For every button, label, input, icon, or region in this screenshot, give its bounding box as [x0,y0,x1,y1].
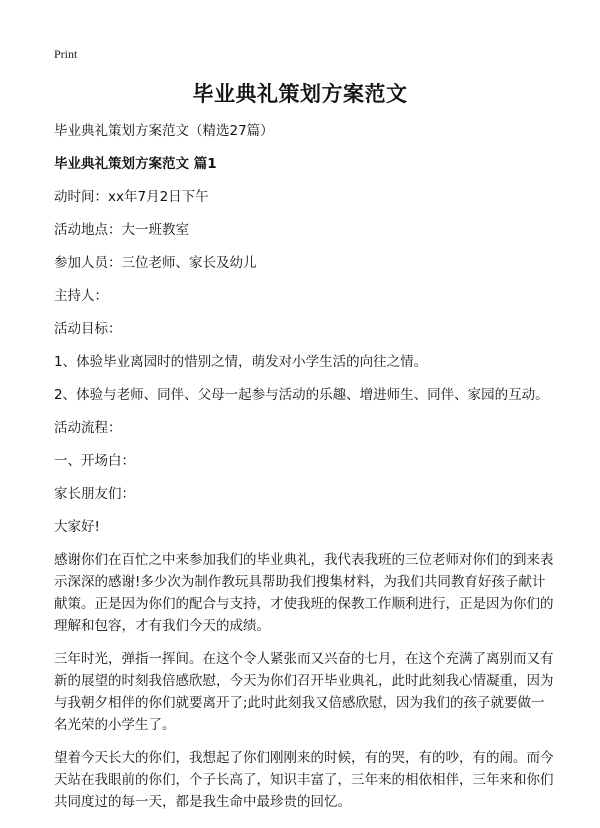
paragraph-activity-time: 动时间：xx年7月2日下午 [54,189,209,205]
document-subtitle: 毕业典礼策划方案范文（精选27篇） [54,123,274,139]
paragraph-process-heading: 活动流程： [54,420,122,436]
document-body [54,120,554,824]
page-title: 毕业典礼策划方案范文 [192,82,408,106]
paragraph-greeting-parents: 家长朋友们： [54,486,135,502]
print-label: Print [54,47,78,61]
section-heading: 毕业典礼策划方案范文 篇1 [54,156,217,172]
paragraph-opening: 一、开场白： [54,453,135,469]
paragraph-activity-location: 活动地点：大一班教室 [54,222,189,238]
paragraph-host: 主持人： [54,288,108,304]
paragraph-three-years: 三年时光，弹指一挥间。在这个令人紧张而又兴奋的七月，在这个充满了离别而又有新的展望的时刻我倍感欣慰，今天为你们召开毕业典礼，此时此刻我心情凝重，因为与我朝夕相伴的你们就要离开了;此时此刻我又倍感欣慰，因为我们的孩子就要做一名光荣的小学生了。 [54,651,554,733]
paragraph-greeting-all: 大家好! [54,519,100,535]
paragraph-goal-1: 1、体验毕业离园时的惜别之情，萌发对小学生活的向往之情。 [54,354,428,370]
paragraph-thanks: 感谢你们在百忙之中来参加我们的毕业典礼，我代表我班的三位老师对你们的到来表示深深的感谢!多少次为制作教玩具帮助我们搜集材料，为我们共同教育好孩子献计献策。正是因为你们的配合与支持，才使我班的保教工作顺利进行，正是因为你们的理解和包容，才有我们今天的成绩。 [54,552,554,634]
paragraph-goal-2: 2、体验与老师、同伴、父母一起参与活动的乐趣、增进师生、同伴、家园的互动。 [54,387,549,403]
paragraph-memories: 望着今天长大的你们，我想起了你们刚刚来的时候，有的哭，有的吵，有的闹。而今天站在我眼前的你们，个子长高了，知识丰富了，三年来的相依相伴，三年来和你们共同度过的每一天，都是我生命中最珍贵的回忆。 [54,750,554,810]
paragraph-participants: 参加人员：三位老师、家长及幼儿 [54,255,257,271]
paragraph-goals-heading: 活动目标： [54,321,122,337]
